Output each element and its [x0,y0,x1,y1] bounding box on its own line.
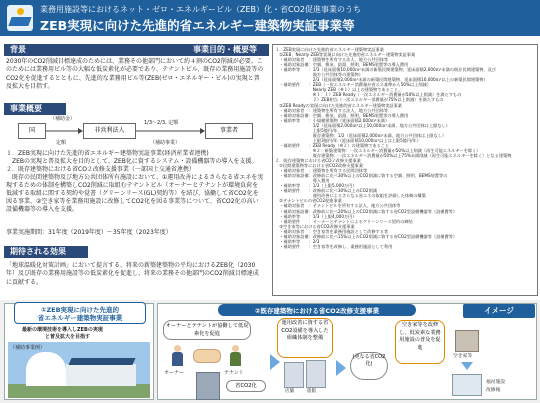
card1-title-line2: 省エネルギー建築物実証事業 [37,314,123,322]
tenant-person-icon [228,345,242,367]
shop-building-icon [284,362,304,388]
bubble-owner-tenant: オーナーとテナントが協働して低炭素化を促進 [163,320,251,340]
label-fixed-amount: 定額 [56,140,67,146]
label-rate: 1/3〜2/3, 定額 [144,120,179,126]
header-banner [0,0,540,36]
label-owner: オーナー [164,370,185,376]
purpose-heading: 事業目的・概要等 [187,44,269,56]
image-tag: イメージ [463,304,535,318]
label-greater: (更なる省CO2化) [350,352,388,380]
card2-title-tag [218,304,416,316]
label-shop: 店舗 [285,389,294,394]
card1-title-line1: ①ZEB実現に向けた先進的 [40,306,120,314]
purpose-text: １．ZEB実現に向けた先進的省エネルギー建築物実証事業 ①ZEB、Nearly ZEB等実現に向けた先進的省エネルギー建築物実証事業 ・補助対象者 ：建築物を所有する法人、地方公共団体等 ・補助対象設備：空調、換気、給湯、照明、BEMS装置等の導入費用 ・補助率等 ：1/3（延床面積10,000ｍ²未満の新築民間建築物、延床面積2,000ｍ²未満の既存民間建築物、及び 地方公共団体等の建築物） 2/3（延床面積2,000ｍ²未満の新築民間建築物、延床面積10,000ｍ²以上の新築民間建築物） ・補助要件 ：ZEB（一次エネルギー消費量が省エネ基準から50%以上削減） Nearly ZEB（※１）以上の建築物であること。 ※１：１）ZEB Ready（一次エネルギー消費量が50%以上削減）を満たすもの ２）ZEB相当（一次エネルギー消費量が75%以上削減）を満たすもの ②ZEB Readyの実現に向けた先進的省エネルギー建築物実証事業 ・補助対象者 ：建築物を所有する法人、地方公共団体等 ・補助対象設備：空調、換気、給湯、照明、BEMS装置等の導入費用 ・補助率等 ：小規模建築物（延床面積2,000ｍ²未満） 1/2（延床面積2,000ｍ²以上10,000ｍ²未満、地方公共団体は上限なし） 上限5億円/年 既存建築物：1/2（延床面積2,000ｍ²未満、地方公共団体は上限なし） 上限3億円/年（延床面積10,000ｍ²以上は上限5億円/年） ・補助要件 ：ZEB Ready（※２）の建築物であること ※２：新築建築物：一次エネルギー消費量が50%以上削減（再生可能エネルギーを除く） 既存建築物：一次エネルギー消費量が50%以上75%未満削減（再生可能エネルギーを除く）となる建築物 ２．既存建築物における省CO２改修支援事業 ①民間建築物等における省CO2改修支援事業 ・補助対象者 ：建築物を所有する民間団体等 ・補助対象設備：改修前に比べ30%以上のCO2削減に資する空調、照明、BEMS装置等の 導入費用 ・補助率等 ：1/3（上限5,000万円） ・補助要件 ：改修前に比べ30%以上のCO2削減 運用改善によるさらなる省エネの取組を評価した体制の構築 ②テナントビルの省CO2促進事業 ・補助対象者 ：テナントビルを所有する法人、地方公共団体等 ・補助対象設備：改修前に比べ20%以上のCO2削減に資する省CO2型設備機器等（設備費等） ・補助率等 ：1/3（上限4,000万円） ・補助要件 ：オーナーとテナントによるグリーンリース契約の締結 ③空き家等における省CO2改修支援事業 ・補助対象者 ：空き家等を業務用施設として改修する者 ・補助対象設備：改修前に比べ15%以上のCO2削減に資する省CO2型設備機器等（設備費等） ・補助率等 ：2/3 ・補助要件 ：空き家等を改修し、業務用施設として利用 [275,47,512,249]
handshake-icon [193,349,221,363]
hotel-building-icon [306,360,326,388]
background-heading: 背景 [4,44,266,56]
label-welfare: 福祉施設 [486,380,506,385]
arrow-down-icon [461,362,473,370]
label-subsidy-project: （補助事業） [150,140,181,146]
node-nonprofit: 非営利法人 [83,123,136,139]
scheme-diagram [4,115,266,148]
label-tenant: テナント [224,370,244,376]
arrow-right-icon [270,354,280,370]
bubble-vacant: 空き家等を改修し、低炭素な業務用施設の普及を促進 [395,320,445,364]
welfare-building-icon [452,374,482,396]
round-building [26,352,66,386]
zeb-building-icon [7,5,33,31]
effect-text: 「地球温暖化対策計画」において提言する、将来の新築建築物の平均におけるZEB化（2030年）及び既存の業務用施設等の低炭素化を促進し、将来の業務その他部門のCO2削減目標達成に貢献する。 [6,262,259,286]
bubble-operation: 運用改善に資する省CO2設備を導入した組織体制を整備 [277,318,333,358]
card1-title-tag [14,302,146,324]
overview-text: １．ZEB実現に向けた先進的省エネルギー建築物実証事業(経済産業省連携) ZEBの実現と普及拡大を目的として、ZEB化に資するシステム・設備機器等の導入を支援。 ２．既存建築物における省CO２改修支援事業（一部国土交通省連携） 既存の民間建築物及び地方公共団体所有施設において、①運用改善によるさらなる省エネを実現するための体制を構築しCO2削減に取組むテナントビル（オーナーとテナントが環境負荷を低減する取組に関する契約や覚書（グリーンリース(GL)契約等）を結び、協働して省CO2化を図る事業、②空き家等を業務用施設に改修してCO2化を図る事業等について、省CO2化の高い設備機器等の導入を支援。 [6,150,264,213]
node-country: 国 [18,123,46,139]
node-operator: 事業者 [205,123,253,139]
scheme-heading: 事業概要 [4,103,66,115]
sun-icon [17,8,24,15]
page-title: ZEB実現に向けた先進的省エネルギー建築物実証事業等 [40,18,355,33]
effect-heading: 期待される効果 [4,246,88,258]
label-vacant: 空き家等 [453,354,473,359]
owner-person-icon [170,345,184,367]
building-icon [196,372,220,400]
header-subtitle: 業務用施設等におけるネット・ゼロ・エネルギービル（ZEB）化・省CO2促進事業のうち [40,5,361,14]
background-text: 2030年のCO2削減目標達成のためには、業務その他部門において約４割のCO2削減が必要。このためには業務用ビル等の大幅な低炭素化が必要であり、テナントビル、既存の業務用施設等のCO2化を促進するとともに、先進的な業務用ビル等(ZEB(ゼロ・エネルギー・ビル)の実現と普及拡大を目指す。 [6,58,264,91]
vacant-house-icon [455,330,479,352]
label-save: 省CO2化 [226,380,266,392]
implementation-period: 事業実施期間：31年度（2019年度）〜35年度（2023年度） [6,229,172,236]
ground [8,384,150,398]
solar-panel-icon [8,17,31,26]
card1-photo-label: （補助事業例） [10,345,46,351]
card2-title: ②既存建築物における省CO2改修支援事業 [254,307,380,315]
label-subsidy: （補助金） [50,116,76,122]
card1-caption-line1: 最新の環境技術を導入しZEBの実現 [22,327,103,333]
building-wing [66,364,136,386]
label-hotel: 旅館 [307,389,316,394]
label-after: 改修後 [486,388,501,393]
solar-roof [68,358,135,365]
arrow-right-icon-2 [336,360,346,376]
card1-caption-line2: と普及拡大を目指す [45,334,91,340]
